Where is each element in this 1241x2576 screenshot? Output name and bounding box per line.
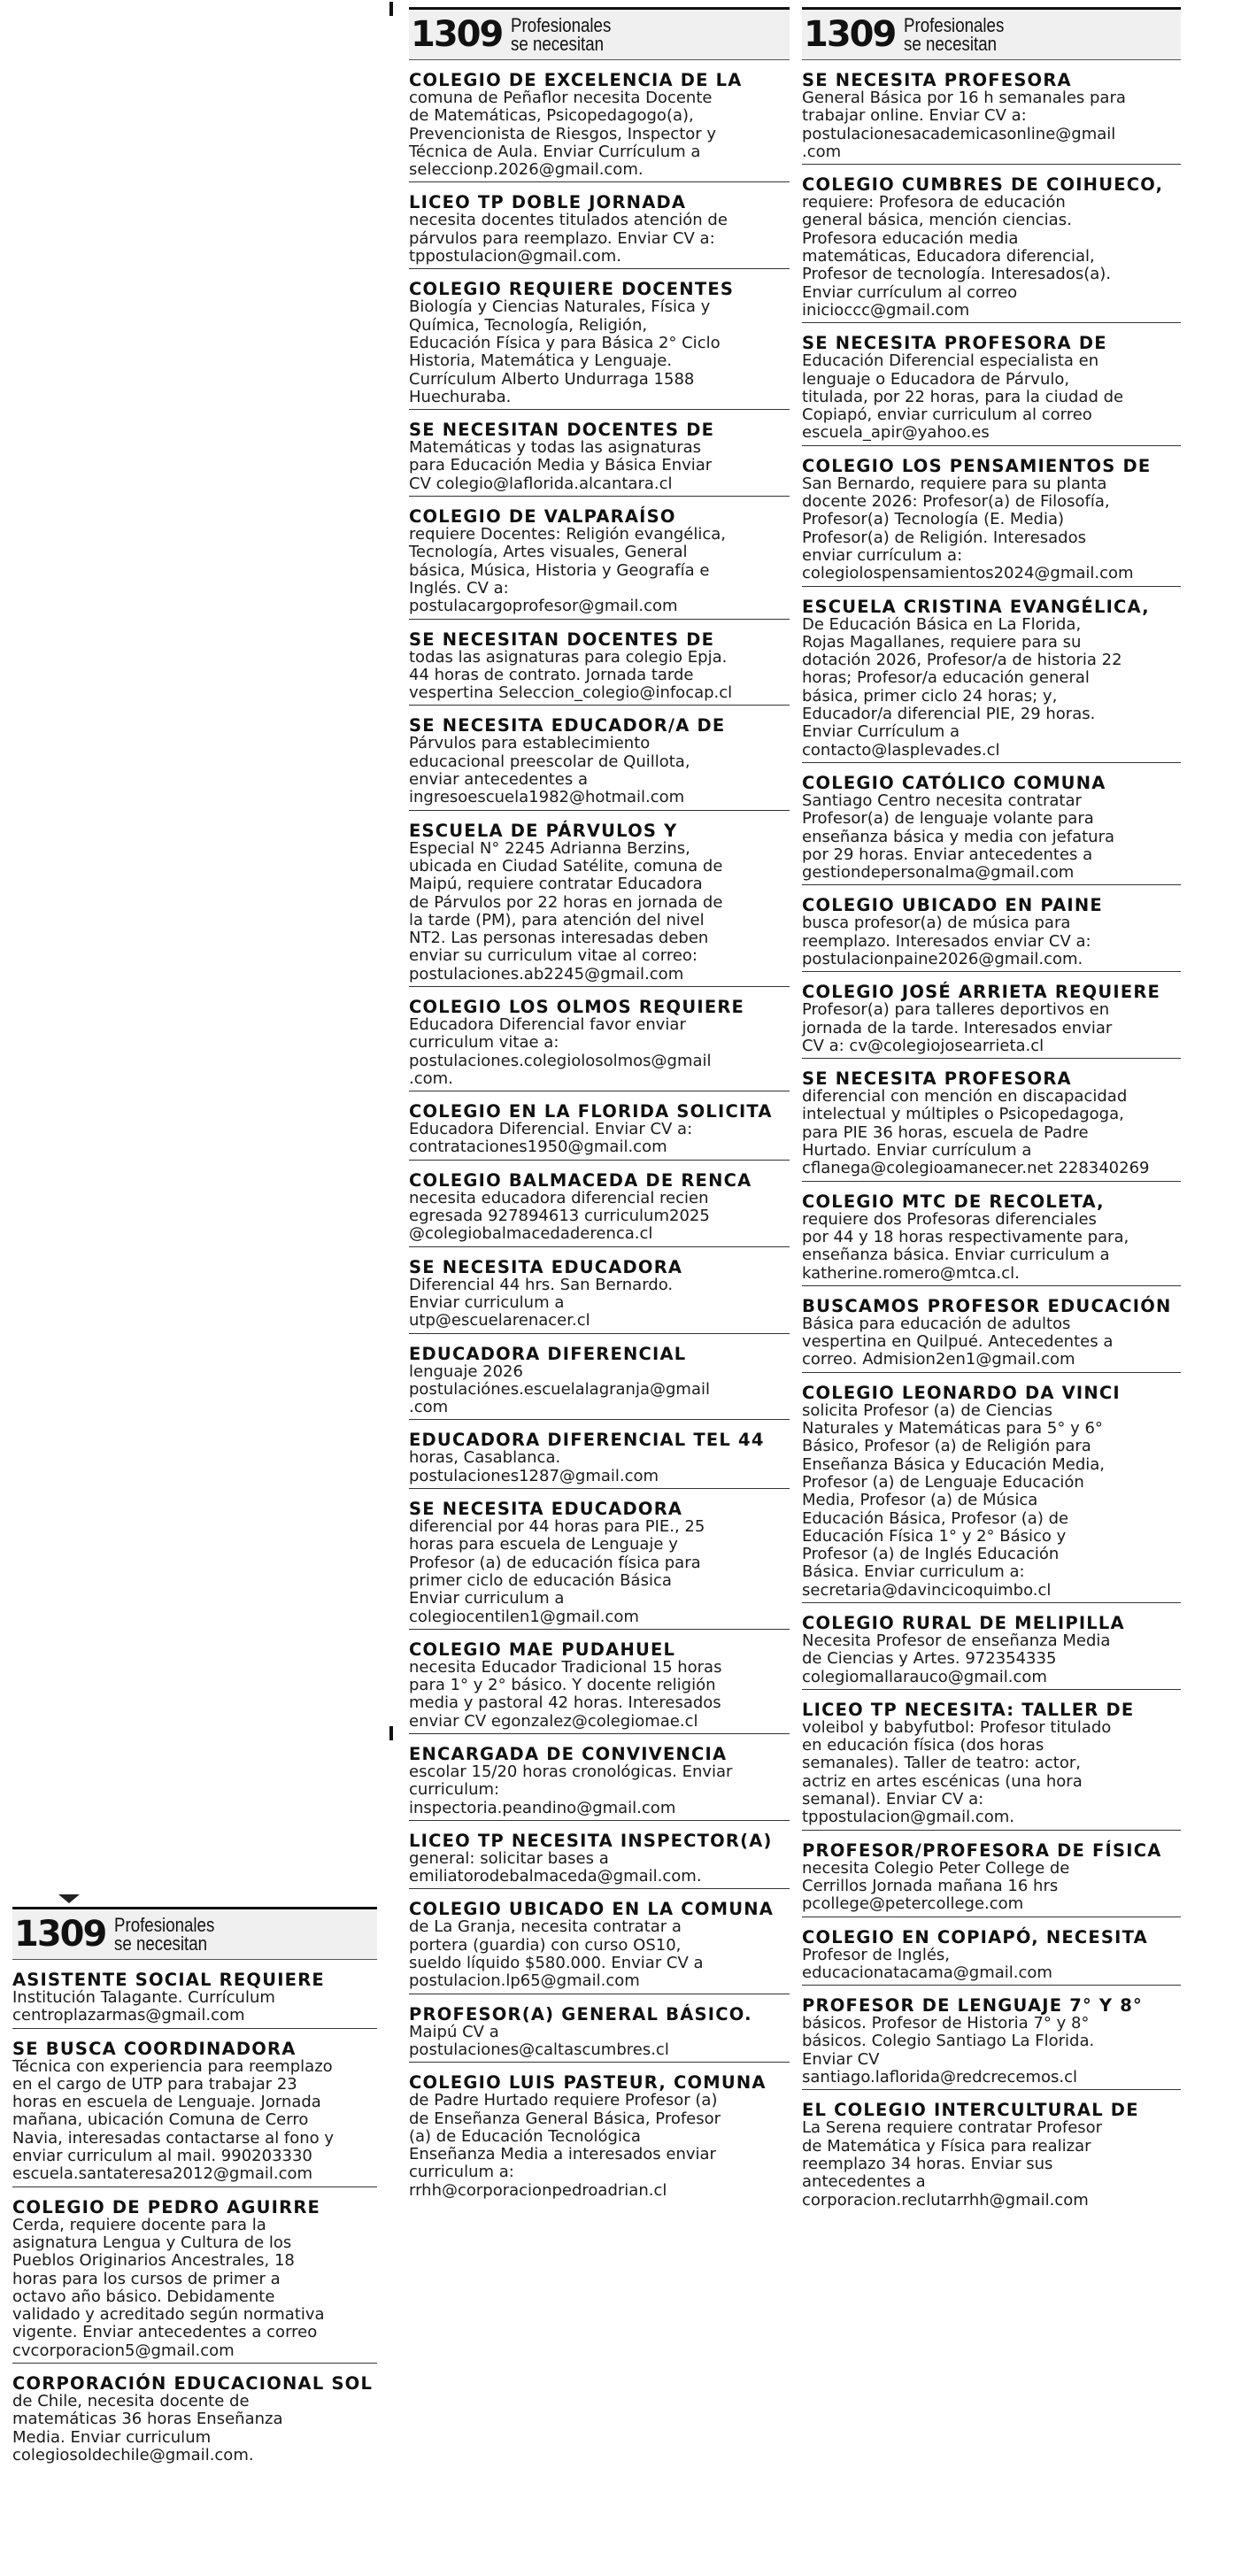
classified-ad xyxy=(409,706,790,810)
ad-title: COLEGIO LEONARDO DA VINCI xyxy=(802,1382,1121,1403)
ad-body: Básica para educación de adultos vespertina en Quilpué. Antecedentes a correo. Admision2en1@gmail.com xyxy=(802,1314,1114,1369)
ad-body: busca profesor(a) de música para reemplazo. Interesados enviar CV a: postulacionpaine2026@gmail.com. xyxy=(802,914,1091,968)
section-label: Profesionales se necesitan xyxy=(904,14,1005,55)
ad-body: todas las asignaturas para colegio Epja. 44 horas de contrato. Jornada tarde vespertina Seleccion_colegio@infocap.cl xyxy=(409,647,733,703)
ad-title: COLEGIO UBICADO EN PAINE xyxy=(802,895,1103,916)
ad-title: BUSCAMOS PROFESOR EDUCACIÓN xyxy=(802,1295,1172,1316)
classified-ad xyxy=(802,165,1181,323)
classified-ad xyxy=(409,1420,790,1489)
classified-ad xyxy=(409,987,790,1091)
ad-body: Diferencial 44 hrs. San Bernardo. Enviar curriculum a utp@escuelarenacer.cl xyxy=(409,1275,674,1330)
ad-title: LICEO TP DOBLE JORNADA xyxy=(409,192,687,213)
ad-body: Santiago Centro necesita contratar Profesor(a) de lenguaje volante para enseñanza básica y media con jefatura por 29 horas. Enviar antecedentes a gestiondepersonalma@gmail.com xyxy=(802,791,1115,883)
ad-body: necesita Educador Tradicional 15 horas para 1° y 2° básico. Y docente religión media y pastoral 42 horas. Interesados enviar CV egonzalez@colegiomae.cl xyxy=(409,1657,722,1731)
ad-title: COLEGIO LOS PENSAMIENTOS DE xyxy=(802,455,1152,476)
classified-ad xyxy=(802,1690,1181,1831)
ad-body: básicos. Profesor de Historia 7° y 8° básicos. Colegio Santiago La Florida. Enviar CV santiago.laflorida@redcrecemos.cl xyxy=(802,2014,1095,2087)
classified-ad xyxy=(802,1986,1181,2090)
ad-title: LICEO TP NECESITA: TALLER DE xyxy=(802,1699,1135,1720)
ad-title: PROFESOR(A) GENERAL BÁSICO. xyxy=(409,2003,752,2025)
ad-body: necesita educadora diferencial recien egresada 927894613 curriculum2025 @colegiobalmacedaderenca.cl xyxy=(409,1188,710,1244)
ad-title: CORPORACIÓN EDUCACIONAL SOL xyxy=(12,2373,374,2395)
ad-title: PROFESOR DE LENGUAJE 7° Y 8° xyxy=(802,1995,1143,2017)
ad-title: COLEGIO MTC DE RECOLETA, xyxy=(802,1191,1105,1212)
ad-title: PROFESOR/PROFESORA DE FÍSICA xyxy=(802,1839,1162,1861)
ad-title: COLEGIO DE PEDRO AGUIRRE xyxy=(12,2196,321,2217)
ad-title: EL COLEGIO INTERCULTURAL DE xyxy=(802,2100,1139,2121)
ad-title: COLEGIO DE VALPARAÍSO xyxy=(409,506,676,528)
classified-ad xyxy=(802,1603,1181,1690)
section-number: 1309 xyxy=(14,1914,106,1955)
classified-ad xyxy=(802,2090,1181,2211)
ad-body: San Bernardo, requiere para su planta docente 2026: Profesor(a) de Filosofía, Profesor(a) Tecnología (E. Media) Profesor(a) de Religión. Interesados enviar currículum a: colegiolospensamientos2024@gmail.com xyxy=(802,474,1134,583)
ad-body: Técnica con experiencia para reemplazo en el cargo de UTP para trabajar 23 horas en escuela de Lenguaje. Jornada mañana, ubicación Comuna de Cerro Navia, interesadas contactarse al fono y enviar curriculum al mail. 990203330 escuela.santateresa2012@gmail.com xyxy=(12,2056,335,2184)
ad-body: Maipú CV a postulaciones@caltascumbres.cl xyxy=(409,2022,669,2059)
ad-body: La Serena requiere contratar Profesor de Matemática y Física para realizar reemplazo 34 horas. Enviar sus antecedentes a corporacion.reclutarrhh@gmail.com xyxy=(802,2118,1103,2210)
section-number: 1309 xyxy=(411,14,503,55)
ad-body: de La Granja, necesita contratar a portera (guardia) con curso OS10, sueldo líquido $580.000. Enviar CV a postulacion.lp65@gmail.com xyxy=(409,1917,704,1991)
classified-ad xyxy=(12,2029,377,2187)
ad-title: COLEGIO CATÓLICO COMUNA xyxy=(802,772,1106,793)
arrow-marker-icon xyxy=(58,1894,80,1903)
ad-body: Educadora Diferencial. Enviar CV a: contrataciones1950@gmail.com xyxy=(409,1120,693,1157)
classified-ad xyxy=(802,60,1181,165)
ad-title: SE NECESITA PROFESORA DE xyxy=(802,333,1107,354)
ad-body: Párvulos para establecimiento educacional preescolar de Quillota, enviar antecedentes a ingresoescuela1982@hotmail.com xyxy=(409,734,690,807)
classified-ad xyxy=(409,497,790,619)
ad-title: EDUCADORA DIFERENCIAL xyxy=(409,1343,687,1364)
ad-title: LICEO TP NECESITA INSPECTOR(A) xyxy=(409,1830,773,1851)
ad-body: de Chile, necesita docente de matemáticas 36 horas Enseñanza Media. Enviar curriculum colegiosoldechile@gmail.com. xyxy=(12,2392,283,2464)
ad-body: Profesor(a) para talleres deportivos en jornada de la tarde. Interesados enviar CV a: cv@colegiojosearrieta.cl xyxy=(802,1000,1113,1055)
classified-ad xyxy=(409,182,790,269)
classified-ad xyxy=(802,446,1181,587)
classified-ad xyxy=(409,811,790,987)
classified-ad xyxy=(802,1286,1181,1373)
ad-body: necesita Colegio Peter College de Cerrillos Jornada mañana 16 hrs pcollege@petercollege.com xyxy=(802,1858,1070,1914)
classified-ad xyxy=(12,1960,377,2029)
classified-ad xyxy=(409,269,790,410)
ad-body: lenguaje 2026 postulaciónes.escuelalagranja@gmail .com xyxy=(409,1361,710,1417)
column-rule-mark xyxy=(389,1726,393,1740)
column-middle xyxy=(409,7,790,2202)
ad-body: Necesita Profesor de enseñanza Media de Ciencias y Artes. 972354335 colegiomallarauco@gmail.com xyxy=(802,1631,1111,1686)
classified-ad xyxy=(409,1994,790,2063)
classified-list xyxy=(802,60,1181,2212)
classified-ad xyxy=(409,620,790,706)
ad-title: COLEGIO JOSÉ ARRIETA REQUIERE xyxy=(802,982,1161,1003)
classified-ad xyxy=(409,1247,790,1334)
ad-body: diferencial con mención en discapacidad intelectual y múltiples o Psicopedagoga, para PIE 36 horas, escuela de Padre Hurtado. Enviar currículum a cflanega@colegioamanecer.net 228340269 xyxy=(802,1087,1150,1178)
ad-body: requiere dos Profesoras diferenciales por 44 y 18 horas respectivamente para, enseñanza básica. Enviar curriculum a katherine.romero@mtca.cl. xyxy=(802,1209,1129,1283)
classified-ad xyxy=(12,2364,377,2467)
ad-body: Educación Diferencial especialista en lenguaje o Educadora de Párvulo, titulada, por 22 horas, para la ciudad de Copiapó, enviar curriculum al correo escuela_apir@yahoo.es xyxy=(802,351,1124,443)
ad-body: Biología y Ciencias Naturales, Física y Química, Tecnología, Religión, Educación Física y para Básica 2° Ciclo Historia, Matemática y Lenguaje. Currículum Alberto Undurraga 1588 Huechuraba. xyxy=(409,297,721,406)
ad-body: Profesor de Inglés, educacionatacama@gmail.com xyxy=(802,1945,1052,1982)
ad-title: SE NECESITAN DOCENTES DE xyxy=(409,420,715,441)
ad-title: COLEGIO LOS OLMOS REQUIERE xyxy=(409,996,745,1017)
classified-ad xyxy=(409,1821,790,1890)
ad-title: COLEGIO RURAL DE MELIPILLA xyxy=(802,1613,1125,1633)
classified-list xyxy=(12,1960,377,2467)
ad-body: Especial N° 2245 Adrianna Berzins, ubicada en Ciudad Satélite, comuna de Maipú, requiere contratar Educadora de Párvulos por 22 horas en jornada de la tarde (PM), para atención del nivel NT2. Las personas interesadas deben enviar su curriculum vitae al correo: postulaciones.ab2245@gmail.com xyxy=(409,838,723,983)
classified-ad xyxy=(409,60,790,182)
classified-ad xyxy=(409,1091,790,1161)
classified-ad xyxy=(12,2187,377,2364)
ad-title: ASISTENTE SOCIAL REQUIERE xyxy=(12,1970,325,1990)
ad-title: COLEGIO EN COPIAPÓ, NECESITA xyxy=(802,1926,1148,1947)
classified-ad xyxy=(802,1059,1181,1181)
ad-body: General Básica por 16 h semanales para trabajar online. Enviar CV a: postulacionesacademicasonline@gmail .com xyxy=(802,89,1126,161)
ad-title: SE NECESITAN DOCENTES DE xyxy=(409,629,715,650)
section-header xyxy=(409,7,790,60)
classified-list xyxy=(409,60,790,2202)
classified-ad xyxy=(802,1182,1181,1286)
ad-body: Educadora Diferencial favor enviar curriculum vitae a: postulaciones.colegiolosolmos@gmail .com. xyxy=(409,1014,712,1088)
ad-body: Matemáticas y todas las asignaturas para Educación Media y Básica Enviar CV colegio@laflorida.alcantara.cl xyxy=(409,438,713,493)
section-number: 1309 xyxy=(804,14,896,55)
classified-ad xyxy=(802,885,1181,972)
section-label: Profesionales se necesitan xyxy=(511,14,612,55)
classified-ad xyxy=(409,1161,790,1247)
ad-title: COLEGIO REQUIERE DOCENTES xyxy=(409,279,735,300)
ad-title: SE BUSCA COORDINADORA xyxy=(12,2038,297,2059)
ad-title: ENCARGADA DE CONVIVENCIA xyxy=(409,1744,728,1764)
classified-ad xyxy=(409,1334,790,1421)
classified-ad xyxy=(802,587,1181,763)
ad-title: COLEGIO CUMBRES DE COIHUECO, xyxy=(802,174,1164,196)
section-label: Profesionales se necesitan xyxy=(114,1914,215,1955)
ad-body: solicita Profesor (a) de Ciencias Naturales y Matemáticas para 5° y 6° Básico, Profesor (a) de Religión para Enseñanza Básica y Educación Media, Profesor (a) de Lenguaje Educación Media, Profesor (a) de Música Educación Básica, Profesor (a) de Educación Física 1° y 2° Básico y Profesor (a) de Inglés Educación Básica. Enviar curriculum a: secretaria@davincicoquimbo.cl xyxy=(802,1400,1106,1600)
ad-title: ESCUELA DE PÁRVULOS Y xyxy=(409,820,678,841)
ad-body: escolar 15/20 horas cronológicas. Enviar curriculum: inspectoria.peandino@gmail.com xyxy=(409,1762,733,1817)
classified-ad xyxy=(409,2063,790,2202)
column-right xyxy=(802,7,1181,2212)
classified-ad xyxy=(409,1734,790,1821)
ad-body: Institución Talagante. Currículum centroplazarmas@gmail.com xyxy=(12,1988,275,2025)
ad-title: SE NECESITA PROFESORA xyxy=(802,1068,1072,1090)
classified-ad xyxy=(409,1489,790,1630)
ad-body: necesita docentes titulados atención de párvulos para reemplazo. Enviar CV a: tppostulacion@gmail.com. xyxy=(409,211,728,266)
column-rule-mark xyxy=(389,2,393,16)
ad-body: comuna de Peñaflor necesita Docente de Matemáticas, Psicopedagogo(a), Prevencionista de Riesgos, Inspector y Técnica de Aula. Enviar Currículum a seleccionp.2026@gmail.com. xyxy=(409,89,717,180)
ad-body: de Padre Hurtado requiere Profesor (a) de Enseñanza General Básica, Profesor (a) de Educación Tecnológica Enseñanza Media a interesados enviar curriculum a: rrhh@corporacionpedroadrian.cl xyxy=(409,2091,721,2200)
ad-title: COLEGIO DE EXCELENCIA DE LA xyxy=(409,70,743,90)
classified-ad xyxy=(409,1889,790,1994)
ad-title: SE NECESITA EDUCADORA xyxy=(409,1499,683,1520)
ad-title: COLEGIO LUIS PASTEUR, COMUNA xyxy=(409,2072,767,2094)
ad-body: horas, Casablanca. postulaciones1287@gmail.com xyxy=(409,1448,659,1485)
ad-title: COLEGIO EN LA FLORIDA SOLICITA xyxy=(409,1101,773,1122)
ad-body: requiere: Profesora de educación general básica, mención ciencias. Profesora educación media matemáticas, Educadora diferencial, Profesor de tecnología. Interesados(a). Enviar currículum al correo inicioccc@gmail.com xyxy=(802,193,1112,320)
ad-body: general: solicitar bases a emiliatorodebalmaceda@gmail.com. xyxy=(409,1848,702,1886)
ad-title: COLEGIO BALMACEDA DE RENCA xyxy=(409,1169,752,1191)
section-header xyxy=(802,7,1181,60)
ad-title: SE NECESITA EDUCADOR/A DE xyxy=(409,715,726,737)
classified-ad xyxy=(409,410,790,497)
classified-ad xyxy=(802,1831,1181,1917)
ad-body: De Educación Básica en La Florida, Rojas Magallanes, requiere para su dotación 2026, Profesor/a de historia 22 horas; Profesor/a educación general básica, primer ciclo 24 horas; y, Educador/a diferencial PIE, 29 horas. Enviar Currículum a contacto@lasplevades.cl xyxy=(802,614,1122,760)
ad-title: ESCUELA CRISTINA EVANGÉLICA, xyxy=(802,596,1150,617)
ad-title: SE NECESITA PROFESORA xyxy=(802,70,1072,90)
column-left xyxy=(12,1907,377,2467)
ad-title: EDUCADORA DIFERENCIAL TEL 44 xyxy=(409,1430,765,1451)
ad-body: Cerda, requiere docente para la asignatura Lengua y Cultura de los Pueblos Originarios Ancestrales, 18 horas para los cursos de primer a octavo año básico. Debidamente validado y acreditado según normativa vigente. Enviar antecedentes a correo cvcorporacion5@gmail.com xyxy=(12,2215,325,2360)
classified-ad xyxy=(802,323,1181,445)
ad-title: COLEGIO UBICADO EN LA COMUNA xyxy=(409,1899,775,1920)
ad-title: SE NECESITA EDUCADORA xyxy=(409,1256,683,1277)
classified-ad xyxy=(802,1373,1181,1603)
ad-title: COLEGIO MAE PUDAHUEL xyxy=(409,1639,676,1660)
section-header xyxy=(12,1907,377,1960)
classified-ad xyxy=(802,972,1181,1059)
ad-body: diferencial por 44 horas para PIE., 25 horas para escuela de Lenguaje y Profesor (a) de educación física para primer ciclo de educación Básica Enviar curriculum a colegiocentilen1@gmail.com xyxy=(409,1517,705,1626)
classified-ad xyxy=(409,1630,790,1734)
classified-ad xyxy=(802,1917,1181,1986)
classified-ad xyxy=(802,763,1181,885)
ad-body: requiere Docentes: Religión evangélica, Tecnología, Artes visuales, General básica, Música, Historia y Geografía e Inglés. CV a: postulacargoprofesor@gmail.com xyxy=(409,525,726,616)
ad-body: voleibol y babyfutbol: Profesor titulado en educación física (dos horas semanales). Taller de teatro: actor, actriz en artes escénicas (una hora semanal). Enviar CV a: tppostulacion@gmail.com. xyxy=(802,1717,1112,1827)
